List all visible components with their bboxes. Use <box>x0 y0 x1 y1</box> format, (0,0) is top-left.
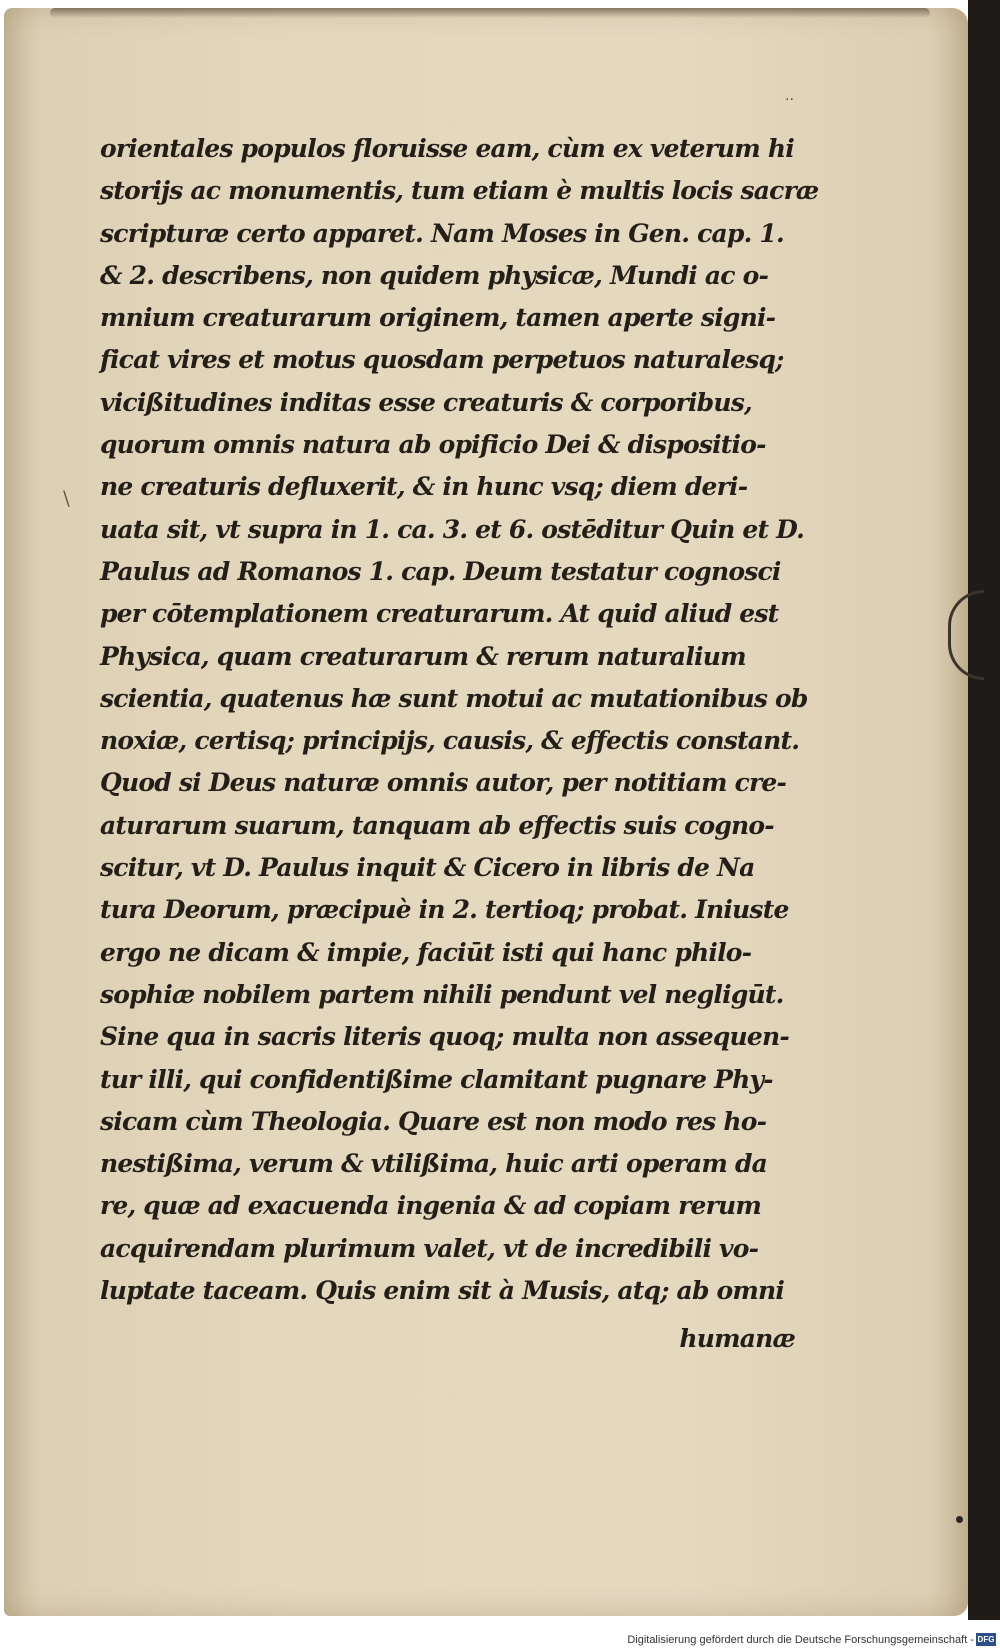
text-line: Sine qua in sacris literis quoq; multa non assequen- <box>100 1022 789 1052</box>
text-line: orientales populos floruisse eam, cùm ex veterum hi <box>100 134 794 163</box>
text-line: vicißitudines inditas esse creaturis & corporibus, <box>100 387 752 417</box>
text-line: scientia, quatenus hæ sunt motui ac mutationibus ob <box>100 683 808 713</box>
text-line: ne creaturis defluxerit, & in hunc vsq; diem deri- <box>100 472 748 502</box>
text-line: aturarum suarum, tanquam ab effectis suis cogno- <box>100 810 774 840</box>
text-line: uata sit, vt supra in 1. ca. 3. et 6. ostēditur Quin et D. <box>100 514 805 544</box>
text-line: sicam cùm Theologia. Quare est non modo res ho- <box>100 1106 767 1136</box>
text-line: ficat vires et motus quosdam perpetuos naturalesq; <box>100 345 784 375</box>
text-line: nestißima, verum & vtilißima, huic arti operam da <box>100 1149 768 1179</box>
text-line: tura Deorum, præcipuè in 2. tertioq; probat. Iniuste <box>100 895 789 925</box>
text-line: Quod si Deus naturæ omnis autor, per notitiam cre- <box>100 768 787 798</box>
text-line: sophiæ nobilem partem nihili pendunt vel negligūt. <box>100 979 784 1009</box>
corner-mark: .. <box>785 88 794 104</box>
dfg-logo: DFG <box>977 1635 995 1644</box>
text-line: per cōtemplationem creaturarum. At quid aliud est <box>100 599 779 629</box>
text-line: luptate taceam. Quis enim sit à Musis, atq; ab omni <box>100 1276 785 1306</box>
text-line: tur illi, qui confidentißime clamitant pugnare Phy- <box>100 1064 773 1094</box>
text-line: scripturæ certo apparet. Nam Moses in Gen. cap. 1. <box>100 218 784 248</box>
text-line: re, quæ ad exacuenda ingenia & ad copiam rerum <box>100 1191 761 1221</box>
text-line: noxiæ, certisq; principijs, causis, & effectis constant. <box>100 726 800 756</box>
body-text <box>100 128 819 1312</box>
text-line: scitur, vt D. Paulus inquit & Cicero in libris de Na <box>100 853 755 883</box>
text-line: acquirendam plurimum valet, vt de incredibili vo- <box>100 1233 759 1263</box>
ink-dot <box>956 1516 963 1523</box>
text-line: ergo ne dicam & impie, faciūt isti qui hanc philo- <box>100 937 752 967</box>
text-line: storijs ac monumentis, tum etiam è multis locis sacræ <box>100 176 819 206</box>
book-cover-edge <box>968 0 1000 1620</box>
text-line: quorum omnis natura ab opificio Dei & dispositio- <box>100 430 766 460</box>
text-line: Physica, quam creaturarum & rerum naturalium <box>100 641 746 671</box>
text-line: Paulus ad Romanos 1. cap. Deum testatur cognosci <box>100 556 781 586</box>
page-top-shadow <box>50 8 930 18</box>
margin-mark: \ <box>63 486 70 510</box>
catchword: humanæ <box>679 1324 795 1353</box>
text-line: mnium creaturarum originem, tamen aperte signi- <box>100 303 776 333</box>
funding-credit: Digitalisierung gefördert durch die Deutsche Forschungsgemeinschaft - <box>627 1634 974 1646</box>
text-line: & 2. describens, non quidem physicæ, Mundi ac o- <box>100 260 769 290</box>
